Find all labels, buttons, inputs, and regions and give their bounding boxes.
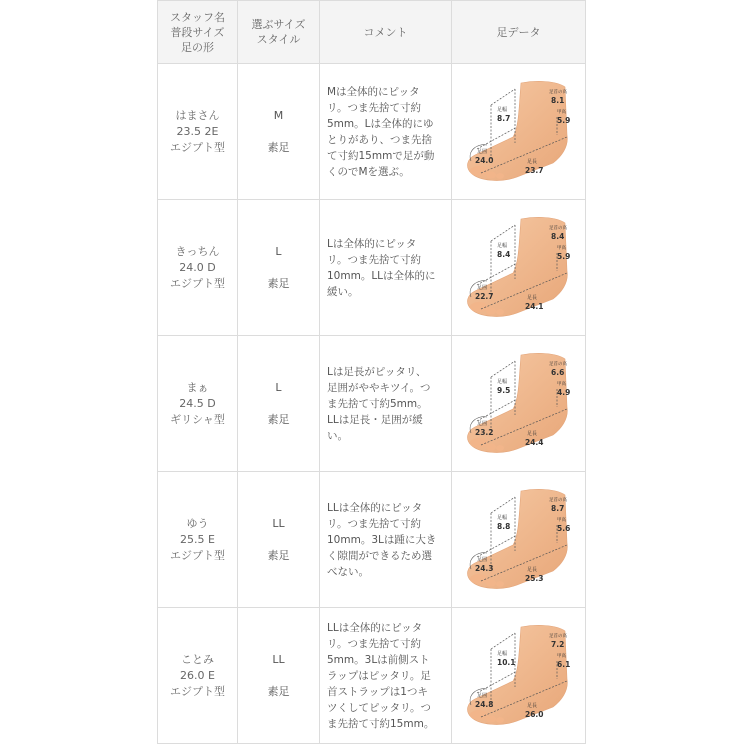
value-ankle: 7.2 (550, 639, 564, 649)
size-comparison-table (157, 0, 586, 744)
header-foot-data: 足データ (452, 1, 586, 64)
label-length: 足長 (526, 566, 537, 573)
staff-cell (158, 200, 238, 336)
label-ankle: 足首の高 (548, 89, 567, 95)
value-girth: 24.8 (474, 699, 494, 709)
value-width: 8.7 (496, 113, 510, 123)
label-width: 足幅 (496, 514, 507, 521)
label-girth: 足囲 (476, 692, 487, 699)
comment-line: くのでMを選ぶ。 (327, 165, 410, 178)
label-instep: 甲高 (556, 381, 566, 387)
staff-usual: 24.5 D (179, 396, 216, 410)
size-cell (238, 200, 320, 336)
comment-line: LLは全体的にピッタ (327, 621, 423, 634)
comment-cell (320, 336, 452, 472)
comment-line: く隙間ができるため選 (327, 549, 432, 562)
size-cell (238, 64, 320, 200)
size-cell (238, 608, 320, 744)
staff-cell (158, 472, 238, 608)
value-width: 10.1 (496, 657, 516, 667)
header-comment: コメント (320, 1, 452, 64)
comment-line: とりがあり、つま先捨 (327, 133, 432, 146)
staff-shape: エジプト型 (170, 140, 225, 154)
comment-line: ラップはピッタリ。足 (327, 669, 431, 682)
staff-cell (158, 608, 238, 744)
comment-line: 10mm。LLは全体的に (327, 269, 436, 282)
label-width: 足幅 (496, 242, 507, 249)
foot-diagram (457, 213, 581, 323)
staff-usual: 24.0 D (179, 260, 216, 274)
value-ankle: 6.6 (550, 367, 564, 377)
value-ankle: 8.7 (550, 503, 564, 513)
style: 素足 (267, 548, 290, 562)
value-instep: 5.9 (556, 115, 570, 125)
label-length: 足長 (526, 702, 537, 709)
comment-cell (320, 472, 452, 608)
staff-shape: エジプト型 (170, 276, 225, 290)
table-row (158, 64, 586, 200)
label-width: 足幅 (496, 650, 507, 657)
comment-line: ツくしてピッタリ。つ (327, 701, 432, 714)
style: 素足 (267, 140, 290, 154)
header-staff: スタッフ名 普段サイズ 足の形 (158, 1, 238, 64)
chosen-size: M (273, 108, 284, 122)
label-instep: 甲高 (556, 653, 566, 659)
staff-usual: 23.5 2E (176, 124, 219, 138)
value-length: 23.7 (524, 165, 544, 175)
comment-line: て寸約15mmで足が動 (327, 149, 435, 162)
label-length: 足長 (526, 158, 537, 165)
staff-name: きっちん (175, 244, 220, 258)
comment-line: リ。つま先捨て寸約 (327, 637, 421, 650)
label-length: 足長 (526, 294, 537, 301)
comment-cell (320, 64, 452, 200)
label-girth: 足囲 (476, 284, 487, 291)
value-length: 26.0 (524, 709, 544, 719)
value-instep: 5.9 (556, 251, 570, 261)
value-ankle: 8.4 (550, 231, 564, 241)
comment-line: 5mm。Lは全体的にゆ (327, 117, 434, 130)
foot-diagram (457, 485, 581, 595)
size-cell (238, 472, 320, 608)
value-girth: 24.0 (474, 155, 494, 165)
staff-name: まぁ (186, 380, 209, 394)
style: 素足 (267, 276, 290, 290)
table-row (158, 472, 586, 608)
foot-data-cell (452, 608, 586, 744)
comment-line: ま先捨て寸約5mm。 (327, 397, 428, 410)
table-row (158, 200, 586, 336)
comment-line: Lは足長がピッタリ、 (327, 365, 427, 378)
comment-line: 首ストラップは1つキ (327, 685, 428, 698)
style: 素足 (267, 684, 290, 698)
value-instep: 4.9 (556, 387, 570, 397)
comment-line: 5mm。3Lは前側スト (327, 653, 430, 666)
comment-cell (320, 200, 452, 336)
comment-line: い。 (327, 429, 348, 442)
staff-usual: 25.5 E (180, 532, 215, 546)
foot-data-cell (452, 200, 586, 336)
staff-cell (158, 336, 238, 472)
table-row (158, 608, 586, 744)
chosen-size: LL (272, 516, 285, 530)
comment-line: リ。つま先捨て寸約 (327, 101, 421, 114)
comment-line: リ。つま先捨て寸約 (327, 517, 421, 530)
comment-line: 緩い。 (327, 285, 359, 298)
header-row (158, 1, 586, 64)
comment-line: Mは全体的にピッタ (327, 85, 420, 98)
foot-data-cell (452, 472, 586, 608)
foot-data-cell (452, 64, 586, 200)
size-cell (238, 336, 320, 472)
label-length: 足長 (526, 430, 537, 437)
label-ankle: 足首の高 (548, 361, 567, 367)
comment-line: 足囲がややキツイ。つ (327, 381, 431, 394)
value-length: 24.1 (524, 301, 544, 311)
comment-line: Lは全体的にピッタ (327, 237, 417, 250)
comment-cell (320, 608, 452, 744)
staff-shape: ギリシャ型 (170, 412, 225, 426)
label-instep: 甲高 (556, 245, 566, 251)
staff-shape: エジプト型 (170, 684, 225, 698)
label-instep: 甲高 (556, 517, 566, 523)
label-ankle: 足首の高 (548, 497, 567, 503)
table-row (158, 336, 586, 472)
label-girth: 足囲 (476, 556, 487, 563)
value-width: 9.5 (496, 385, 510, 395)
label-instep: 甲高 (556, 109, 566, 115)
value-girth: 22.7 (474, 291, 494, 301)
foot-diagram (457, 77, 581, 187)
value-instep: 6.1 (556, 659, 570, 669)
staff-name: ゆう (186, 516, 209, 530)
staff-cell (158, 64, 238, 200)
staff-name: はまさん (175, 108, 220, 122)
value-length: 25.3 (524, 573, 544, 583)
value-width: 8.8 (496, 521, 510, 531)
comment-line: べない。 (327, 565, 369, 578)
chosen-size: L (275, 244, 282, 258)
value-length: 24.4 (524, 437, 544, 447)
value-instep: 5.6 (556, 523, 570, 533)
comment-line: LLは全体的にピッタ (327, 501, 423, 514)
value-width: 8.4 (496, 249, 510, 259)
foot-diagram (457, 349, 581, 459)
label-ankle: 足首の高 (548, 225, 567, 231)
label-ankle: 足首の高 (548, 633, 567, 639)
style: 素足 (267, 412, 290, 426)
staff-name: ことみ (181, 652, 214, 666)
foot-diagram (457, 621, 581, 731)
comment-line: ま先捨て寸約15mm。 (327, 717, 435, 730)
chosen-size: L (275, 380, 282, 394)
chosen-size: LL (272, 652, 285, 666)
label-girth: 足囲 (476, 420, 487, 427)
comment-line: リ。つま先捨て寸約 (327, 253, 421, 266)
value-girth: 24.3 (474, 563, 494, 573)
value-ankle: 8.1 (550, 95, 564, 105)
foot-data-cell (452, 336, 586, 472)
comment-line: 10mm。3Lは踵に大き (327, 533, 437, 546)
label-width: 足幅 (496, 106, 507, 113)
header-size: 選ぶサイズ スタイル (238, 1, 320, 64)
label-girth: 足囲 (476, 148, 487, 155)
comment-line: LLは足長・足囲が緩 (327, 413, 423, 426)
value-girth: 23.2 (474, 427, 494, 437)
staff-usual: 26.0 E (180, 668, 215, 682)
label-width: 足幅 (496, 378, 507, 385)
staff-shape: エジプト型 (170, 548, 225, 562)
